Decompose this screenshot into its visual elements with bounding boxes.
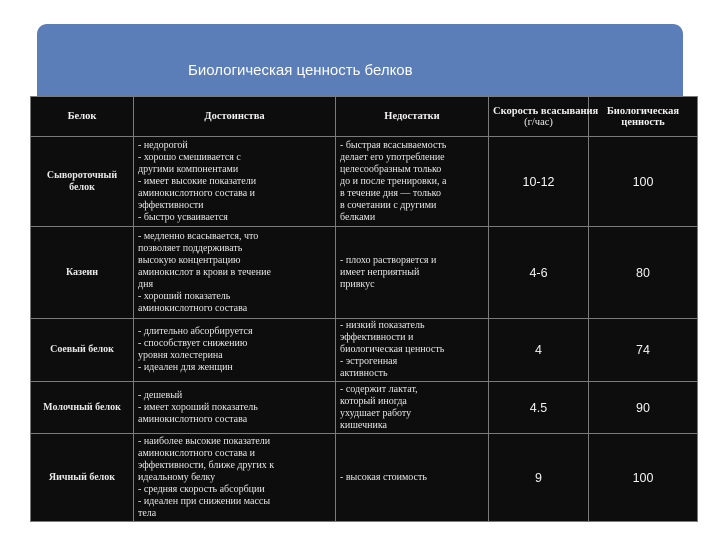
- advantages-cell: [134, 137, 336, 227]
- protein-table: [30, 96, 698, 522]
- table-row: [31, 319, 698, 382]
- disadvantages-line: до и после тренировки, а: [340, 175, 447, 187]
- absorption-speed-value: 4-6: [489, 227, 589, 319]
- advantages-line: аминокислотного состава: [138, 302, 248, 314]
- absorption-speed-value: 4: [489, 319, 589, 382]
- disadvantages-line: - содержит лактат,: [340, 383, 418, 395]
- advantages-line: - средняя скорость абсорбции: [138, 483, 265, 495]
- disadvantages-line: биологическая ценность: [340, 344, 445, 355]
- advantages-line: - идеален для женщин: [138, 362, 233, 373]
- advantages-line: - способствует снижению: [138, 338, 248, 349]
- disadvantages-cell: [336, 227, 489, 319]
- advantages-line: - быстро усваивается: [138, 211, 228, 223]
- title-banner: [37, 24, 683, 96]
- header-speed-label: Скорость всасывания: [493, 105, 599, 117]
- absorption-speed-value: 4.5: [489, 382, 589, 434]
- advantages-cell: [134, 319, 336, 382]
- table-row: [31, 382, 698, 434]
- advantages-cell: [134, 434, 336, 522]
- protein-name: Казеин: [31, 227, 134, 319]
- disadvantages-line: который иногда: [340, 395, 407, 407]
- advantages-line: уровня холестерина: [138, 350, 223, 361]
- disadvantages-line: - высокая стоимость: [340, 471, 427, 483]
- table-header-row: [31, 97, 698, 137]
- disadvantages-line: в течение дня — только: [340, 187, 441, 199]
- header-biological-value: Биологическая ценность: [589, 97, 698, 137]
- advantages-line: - медленно всасывается, что: [138, 230, 259, 242]
- header-absorption-speed: [489, 97, 599, 137]
- advantages-cell: [134, 227, 336, 319]
- table-row: [31, 227, 698, 319]
- advantages-line: идеальному белку: [138, 471, 216, 483]
- advantages-line: другими компонентами: [138, 163, 239, 175]
- advantages-line: высокую концентрацию: [138, 254, 241, 266]
- header-protein: Белок: [31, 97, 134, 137]
- disadvantages-cell: [336, 137, 489, 227]
- protein-name: Яичный белок: [31, 434, 134, 522]
- absorption-speed-value: 10-12: [489, 137, 589, 227]
- protein-name: Сывороточный белок: [31, 137, 134, 227]
- disadvantages-line: кишечника: [340, 419, 387, 431]
- advantages-line: - длительно абсорбируется: [138, 326, 253, 337]
- absorption-speed-value: 9: [489, 434, 589, 522]
- biological-value: 80: [589, 227, 698, 319]
- biological-value: 90: [589, 382, 698, 434]
- biological-value: 100: [589, 434, 698, 522]
- disadvantages-line: в сочетании с другими: [340, 199, 437, 211]
- disadvantages-line: привкус: [340, 278, 375, 290]
- protein-name: Соевый белок: [31, 319, 134, 382]
- advantages-line: - имеет хороший показатель: [138, 401, 258, 413]
- disadvantages-line: ухудшает работу: [340, 407, 412, 419]
- biological-value: 100: [589, 137, 698, 227]
- page-title: Биологическая ценность белков: [188, 62, 413, 79]
- disadvantages-line: - низкий показатель: [340, 320, 425, 331]
- advantages-line: - наиболее высокие показатели: [138, 435, 271, 447]
- disadvantages-line: активность: [340, 368, 388, 379]
- advantages-line: эффективности: [138, 199, 204, 211]
- table-row: [31, 434, 698, 522]
- advantages-line: - хороший показатель: [138, 290, 231, 302]
- disadvantages-line: - эстрогенная: [340, 356, 398, 367]
- disadvantages-line: целесообразным только: [340, 163, 442, 175]
- advantages-line: дня: [138, 278, 154, 290]
- disadvantages-line: - быстрая всасываемость: [340, 139, 447, 151]
- biological-value: 74: [589, 319, 698, 382]
- advantages-line: тела: [138, 507, 157, 519]
- advantages-line: аминокислот в крови в течение: [138, 266, 271, 278]
- advantages-line: аминокислотного состава и: [138, 447, 255, 459]
- header-disadvantages: Недостатки: [336, 97, 489, 137]
- disadvantages-line: белками: [340, 211, 376, 223]
- disadvantages-cell: [336, 434, 489, 522]
- header-advantages: Достоинства: [134, 97, 336, 137]
- advantages-line: - дешевый: [138, 389, 183, 401]
- protein-name: Молочный белок: [31, 382, 134, 434]
- header-speed-unit: (г/час): [524, 116, 553, 128]
- disadvantages-line: эффективности и: [340, 332, 414, 343]
- table-row: [31, 137, 698, 227]
- disadvantages-line: имеет неприятный: [340, 266, 420, 278]
- advantages-line: эффективности, ближе других к: [138, 459, 275, 471]
- disadvantages-cell: [336, 382, 489, 434]
- advantages-line: - недорогой: [138, 139, 188, 151]
- advantages-line: аминокислотного состава и: [138, 187, 255, 199]
- disadvantages-line: - плохо растворяется и: [340, 254, 437, 266]
- advantages-line: - имеет высокие показатели: [138, 175, 257, 187]
- advantages-line: - хорошо смешивается с: [138, 151, 241, 163]
- advantages-line: аминокислотного состава: [138, 413, 248, 425]
- advantages-line: - идеален при снижении массы: [138, 495, 271, 507]
- disadvantages-line: делает его употребление: [340, 151, 445, 163]
- advantages-line: позволяет поддерживать: [138, 242, 243, 254]
- advantages-cell: [134, 382, 336, 434]
- disadvantages-cell: [336, 319, 489, 382]
